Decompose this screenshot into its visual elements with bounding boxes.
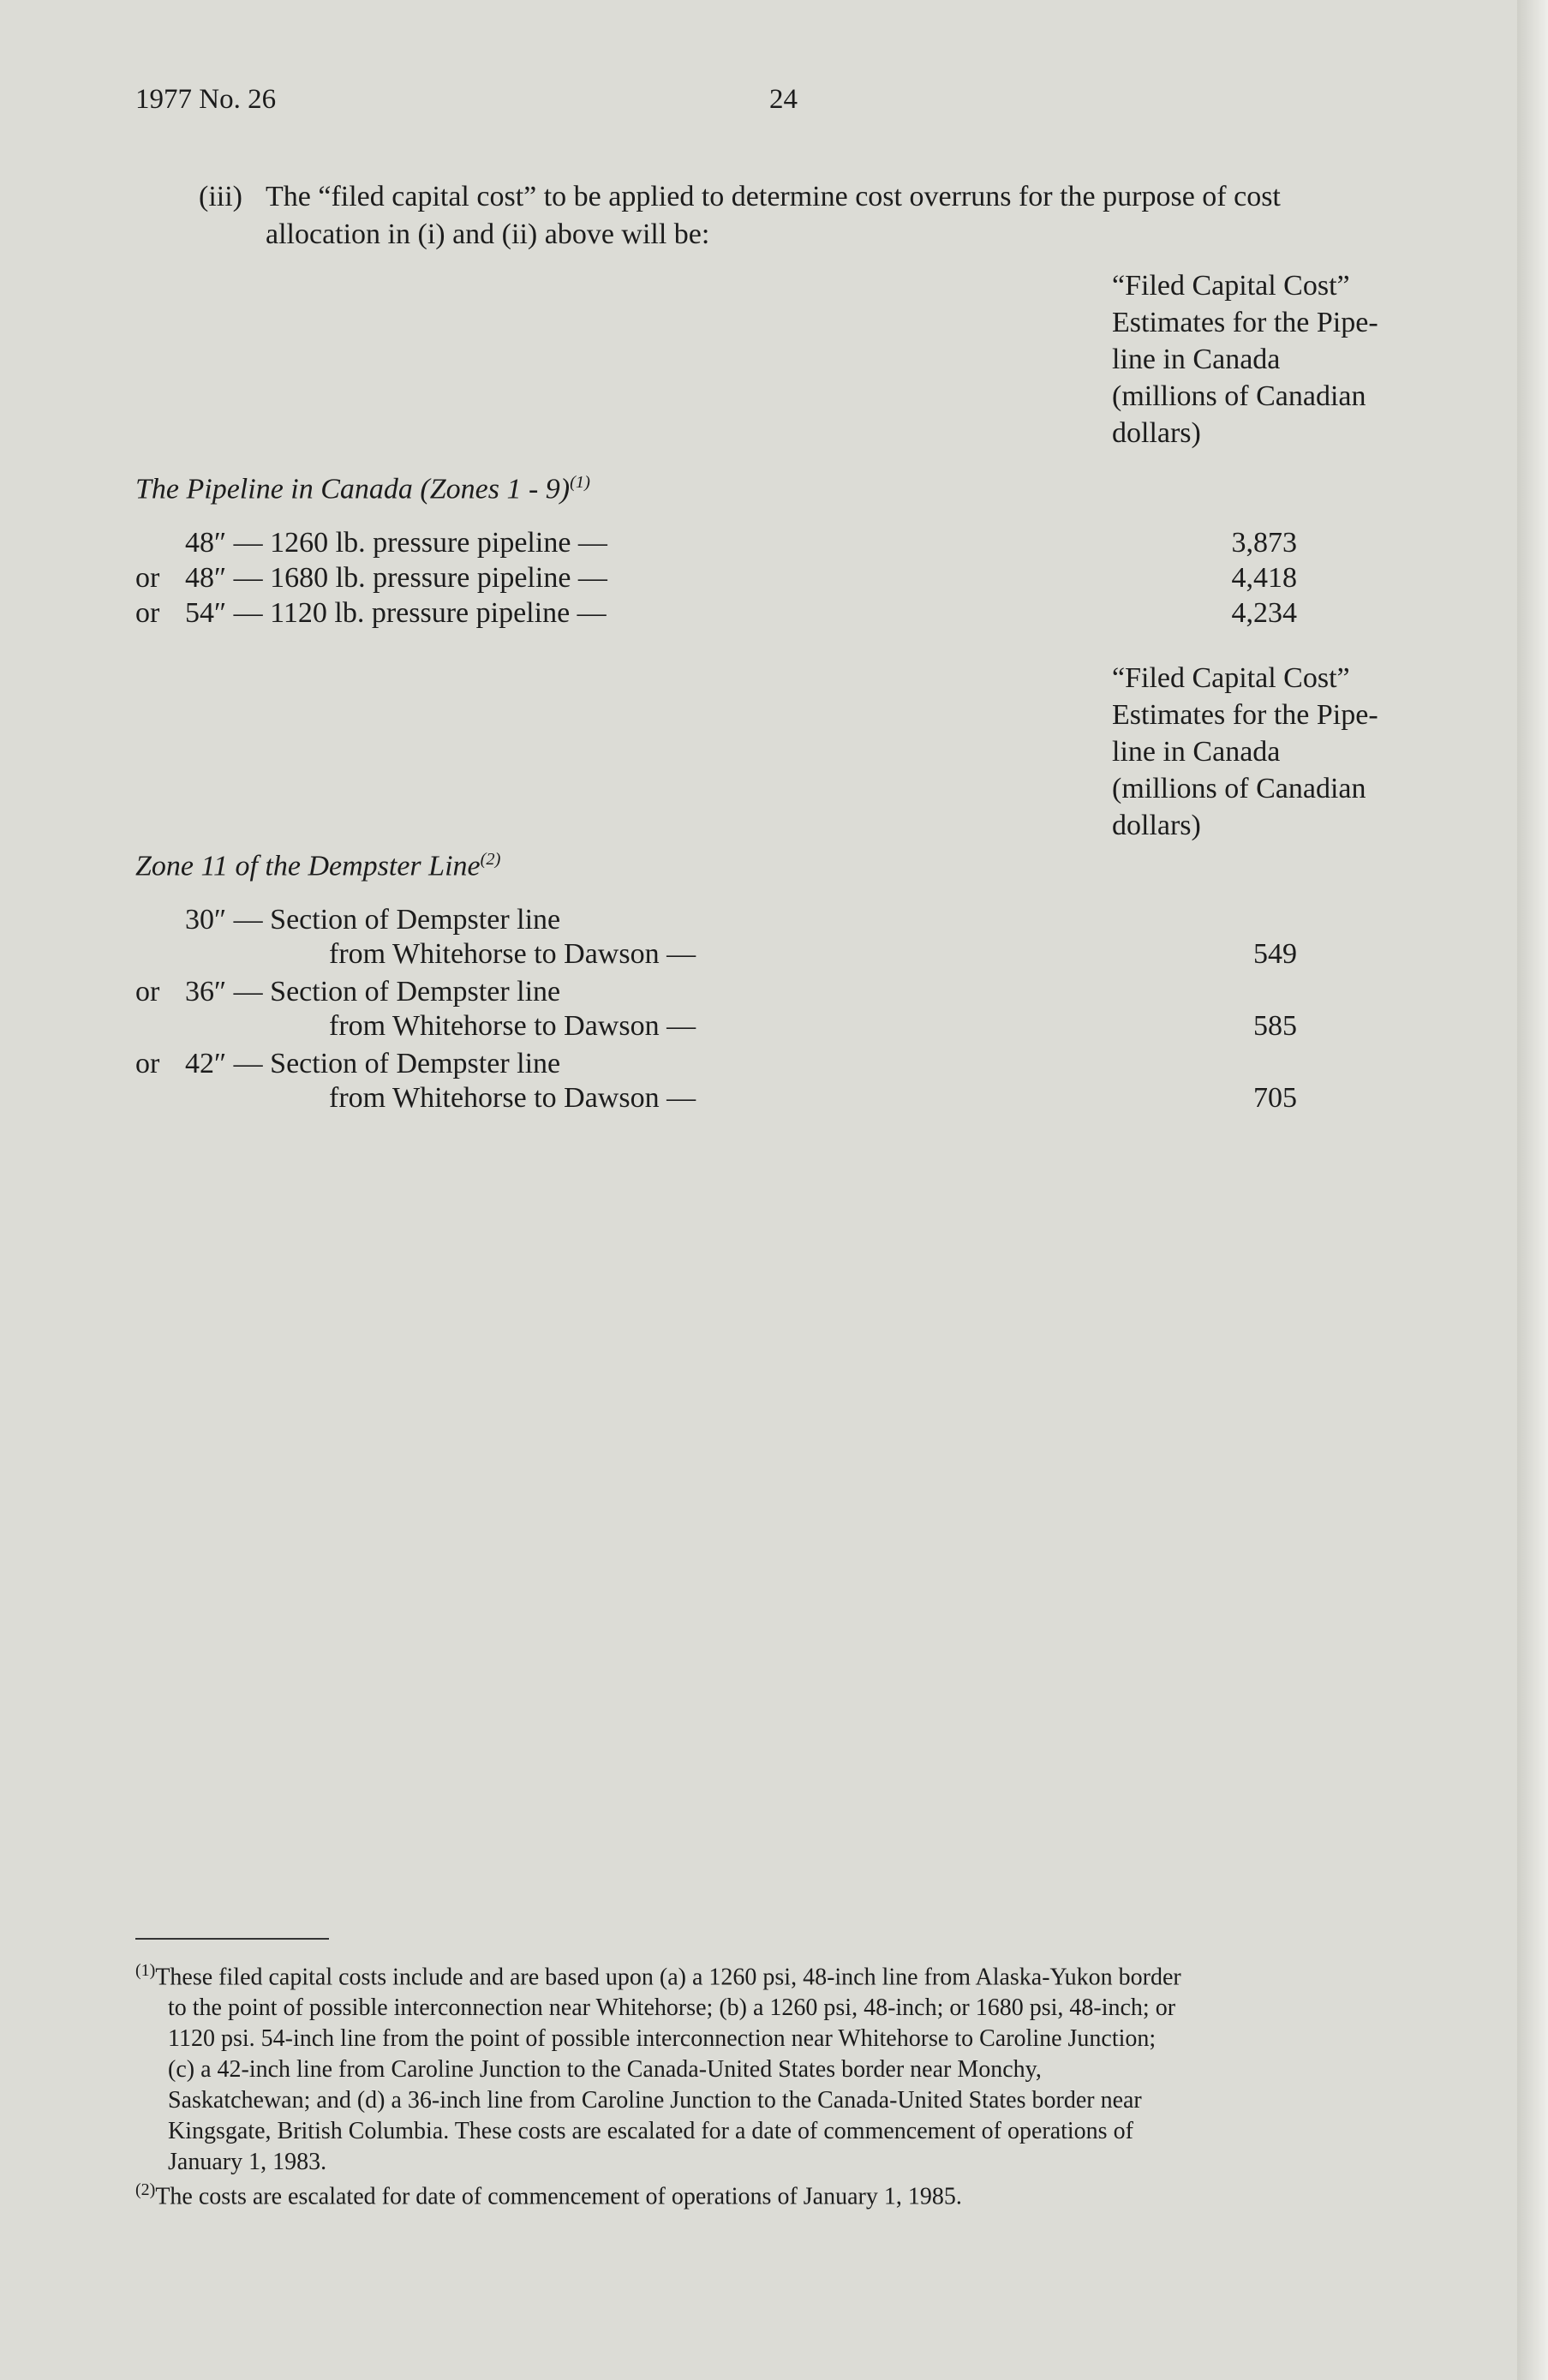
column-heading-line: (millions of Canadian bbox=[1112, 773, 1366, 804]
row-prefix: or bbox=[135, 562, 160, 594]
section-title-text: The Pipeline in Canada (Zones 1 - 9) bbox=[135, 473, 571, 505]
column-heading-1 bbox=[1112, 267, 1437, 451]
running-header: 1977 No. 26 bbox=[135, 84, 277, 115]
column-heading-line: “Filed Capital Cost” bbox=[1112, 270, 1350, 302]
footnote-line: Saskatchewan; and (d) a 36-inch line from Caroline Junction to the Canada-United States border near bbox=[168, 2087, 1142, 2114]
page-edge bbox=[1517, 0, 1548, 2380]
row-text: 30″ — Section of Dempster line bbox=[185, 904, 561, 936]
table-row bbox=[135, 561, 1297, 595]
row-value: 4,234 bbox=[1231, 597, 1297, 629]
row-value: 3,873 bbox=[1231, 527, 1297, 559]
table-row bbox=[135, 975, 1297, 1043]
intro-line-2: allocation in (i) and (ii) above will be: bbox=[266, 218, 710, 250]
column-heading-line: dollars) bbox=[1112, 810, 1201, 841]
row-text: 48″ — 1260 lb. pressure pipeline — bbox=[185, 527, 607, 559]
table-row bbox=[135, 1047, 1297, 1115]
section-title-pipeline bbox=[135, 473, 590, 505]
column-heading-line: line in Canada bbox=[1112, 736, 1281, 768]
row-subtext: from Whitehorse to Dawson — bbox=[329, 938, 696, 970]
footnote-ref: (1) bbox=[570, 473, 590, 492]
footnote-text: The costs are escalated for date of commencement of operations of January 1, 1985. bbox=[155, 2183, 962, 2210]
row-value: 4,418 bbox=[1231, 562, 1297, 594]
row-value: 705 bbox=[1253, 1082, 1297, 1114]
table-row bbox=[135, 596, 1297, 631]
row-prefix: or bbox=[135, 597, 160, 629]
footnote-mark: (1) bbox=[135, 1961, 156, 1980]
table-row bbox=[135, 526, 1297, 560]
footnote-line: January 1, 1983. bbox=[168, 2149, 327, 2176]
row-subtext: from Whitehorse to Dawson — bbox=[329, 1010, 696, 1042]
row-text: 36″ — Section of Dempster line bbox=[185, 976, 561, 1008]
column-heading-line: “Filed Capital Cost” bbox=[1112, 662, 1350, 694]
table-row bbox=[135, 903, 1297, 972]
row-value: 549 bbox=[1253, 938, 1297, 970]
section-title-text: Zone 11 of the Dempster Line bbox=[135, 850, 481, 882]
intro-paragraph bbox=[199, 178, 1443, 254]
footnote-mark: (2) bbox=[135, 2180, 156, 2199]
footnote-line: to the point of possible interconnection near Whitehorse; (b) a 1260 psi, 48-inch; or 1680 psi, 48-inch; or bbox=[168, 1994, 1176, 2022]
intro-label: (iii) bbox=[199, 181, 242, 212]
row-text: 54″ — 1120 lb. pressure pipeline — bbox=[185, 597, 607, 629]
row-value: 585 bbox=[1253, 1010, 1297, 1042]
column-heading-line: (millions of Canadian bbox=[1112, 380, 1366, 412]
footnote-line: (c) a 42-inch line from Caroline Junction to the Canada-United States border near Monchy, bbox=[168, 2056, 1042, 2084]
row-prefix: or bbox=[135, 976, 160, 1008]
footnote-ref: (2) bbox=[480, 850, 501, 869]
column-heading-line: line in Canada bbox=[1112, 344, 1281, 375]
footnote-line: Kingsgate, British Columbia. These costs are escalated for a date of commencement of operations of bbox=[168, 2118, 1133, 2145]
column-heading-line: Estimates for the Pipe- bbox=[1112, 699, 1378, 731]
row-text: 42″ — Section of Dempster line bbox=[185, 1048, 561, 1079]
intro-line-1: The “filed capital cost” to be applied to determine cost overruns for the purpose of cost bbox=[266, 181, 1281, 212]
footnote-divider bbox=[135, 1938, 329, 1940]
row-text: 48″ — 1680 lb. pressure pipeline — bbox=[185, 562, 607, 594]
row-subtext: from Whitehorse to Dawson — bbox=[329, 1082, 696, 1114]
column-heading-line: Estimates for the Pipe- bbox=[1112, 307, 1378, 338]
footnote-line: These filed capital costs include and are based upon (a) a 1260 psi, 48-inch line from Alaska-Yukon border bbox=[155, 1964, 1181, 1991]
footnote-1 bbox=[135, 1955, 1437, 2178]
column-heading-2 bbox=[1112, 660, 1437, 844]
column-heading-line: dollars) bbox=[1112, 417, 1201, 449]
footnote-line: 1120 psi. 54-inch line from the point of possible interconnection near Whitehorse to Caroline Junction; bbox=[168, 2025, 1157, 2053]
row-prefix: or bbox=[135, 1048, 160, 1079]
footnote-2 bbox=[135, 2174, 1437, 2212]
page-number: 24 bbox=[769, 84, 798, 115]
section-title-dempster bbox=[135, 850, 500, 882]
